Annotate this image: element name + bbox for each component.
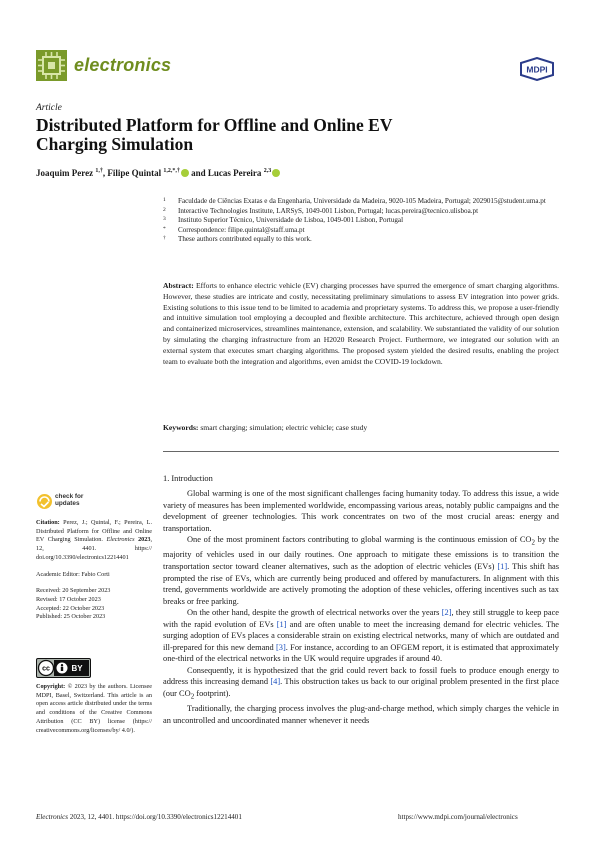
- footer-journal-url[interactable]: https://www.mdpi.com/journal/electronics: [398, 813, 518, 821]
- author-separator: and: [188, 168, 208, 178]
- affiliation-text: Interactive Technologies Institute, LARSyS, 1049-001 Lisbon, Portugal; lucas.pereira@tecnico.ulisboa.pt: [178, 206, 479, 215]
- author-list: [36, 168, 280, 178]
- svg-text:cc: cc: [42, 665, 50, 673]
- author-separator: ,: [102, 168, 108, 178]
- copyright-text: © 2023 by the authors. Licensee MDPI, Basel, Switzerland. This article is an open access article distributed under the terms and conditions of the Creative Commons Attribution (CC BY) license (https:// creativecommons.org/licenses/by/ 4.0/).: [36, 683, 152, 734]
- affiliation-mark: *: [163, 225, 166, 232]
- section-number: 1.: [163, 474, 170, 483]
- citation-link[interactable]: [2]: [441, 608, 452, 618]
- paper-title: Distributed Platform for Offline and Online EV Charging Simulation: [36, 115, 393, 154]
- svg-text:BY: BY: [71, 664, 83, 673]
- citation-link[interactable]: [1]: [497, 561, 508, 571]
- paragraph-text: footprint).: [194, 688, 231, 698]
- abstract: [163, 281, 559, 367]
- affiliation-mark: 1: [163, 197, 166, 203]
- copyright-label: Copyright:: [36, 683, 66, 690]
- check-for-updates-icon[interactable]: [36, 492, 53, 511]
- paragraph-text: On the other hand, despite the growth of electrical networks over the years: [187, 608, 442, 618]
- author-name[interactable]: Joaquim Perez: [36, 168, 94, 178]
- svg-text:MDPI: MDPI: [526, 64, 548, 75]
- copyright-block: [36, 683, 152, 735]
- paragraph-text: Global warming is one of the most significant challenges facing humanity today. To address this issue, a wide variety of measures has been implemented worldwide, encompassing various areas, notably public campaigns and the development of greener technologies. This work concentrates on two of the most crucial areas: energy and transportation.: [163, 489, 559, 533]
- keywords-label: Keywords:: [163, 423, 199, 432]
- affiliation-text: Instituto Superior Técnico, Universidade de Lisboa, 1049-001 Lisbon, Portugal: [178, 216, 404, 225]
- affiliations: [163, 197, 563, 245]
- subscript: 2: [531, 538, 535, 547]
- author-affiliation-marks: 1,2,*,†: [163, 168, 180, 174]
- affiliation-item: [163, 226, 563, 236]
- author-affiliation-marks: 1,†: [95, 168, 103, 174]
- paragraph-text: Traditionally, the charging process involves the plug-and-charge method, which simply charges the vehicle in an uncontrolled and uncoordinated manner whenever it needs: [163, 704, 559, 725]
- paragraph-text: by the majority of vehicles used in our daily routines. One approach to mitigate these emissions is to transition the transportation sector toward cleaner alternatives, such as the adoption of electric vehicles (EVs): [163, 535, 560, 571]
- received-date: Received: 20 September 2023: [36, 587, 111, 595]
- correspondence-text: Correspondence: filipe.quintal@staff.uma.pt: [178, 225, 305, 234]
- citation-doi-link[interactable]: doi.org/10.3390/electronics12214401: [36, 553, 129, 561]
- affiliation-text: Faculdade de Ciências Exatas e da Engenharia, Universidade da Madeira, 9020-105 Madeira, Portugal; 2029015@student.uma.pt: [178, 197, 546, 205]
- footer-journal: Electronics: [36, 813, 69, 821]
- journal-logo-icon: [36, 50, 67, 81]
- citation-text: Perez, J.; Quintal, F.; Pereira, L. Distributed Platform for Offline and Online EV Charging Simulation.: [36, 519, 153, 544]
- check-for-updates-line: updates: [55, 500, 80, 507]
- citation-link[interactable]: [3]: [276, 642, 286, 652]
- affiliation-item: [163, 235, 563, 245]
- revised-date: Revised: 17 October 2023: [36, 595, 101, 603]
- journal-name: electronics: [74, 55, 172, 75]
- orcid-icon[interactable]: [272, 169, 280, 177]
- paragraph-text: and are often unable to meet the increasing demand for electric vehicles. The surging adoption of EVs places a considerable strain on existing electrical networks, many of which are outdated and ill-prepared for this new demand: [163, 619, 559, 652]
- citation-link[interactable]: [4]: [270, 677, 281, 687]
- body-text: [163, 488, 559, 726]
- affiliation-item: [163, 197, 563, 207]
- equal-contribution-note: These authors contributed equally to this work.: [178, 235, 312, 244]
- mdpi-logo-icon: [517, 57, 557, 81]
- article-type: Article: [36, 103, 62, 113]
- keywords-text: smart charging; simulation; electric vehicle; case study: [200, 423, 368, 432]
- paragraph-text: , they still struggle to keep pace with the rapid evolution of EVs: [163, 608, 560, 629]
- paragraph-text: One of the most prominent factors contributing to global warming is the continuous emission of CO: [187, 535, 532, 545]
- affiliation-item: [163, 207, 563, 217]
- paragraph: [163, 534, 559, 607]
- keywords: [163, 423, 559, 434]
- paragraph-text: . This shift has prompted the rise of EVs, which are currently being produced and offered by manufacturers. In alignment with this trend, governments worldwide are actively promoting the adoption of these vehicles, offering incentives such as tax breaks or free parking.: [163, 561, 560, 606]
- abstract-text: Efforts to enhance electric vehicle (EV) charging processes have spurred the emergence of smart charging algorithms. However, these studies are intricate and costly, necessitating preliminary simulations to assess EV integration into power grids. Existing solutions to this issue tend to be limited to academia and proprietary systems. To address this, we propose a user-friendly and intuitive simulation tool employing a decoupled and flexible architecture. This architecture, achieved through open design and containerized microservices, streamlines maintenance, extension, and scalability. We substantiated the validity of our solution by simulating the charging infrastructure from an H2020 Research Project. Furthermore, we integrated our solution with an external system that executes smart charging algorithms. The proposed system yielded the desired results, enabling the project team to evaluate both the integration and algorithms, even amidst the COVID-19 lockdown.: [163, 281, 559, 366]
- affiliation-mark: †: [163, 235, 166, 242]
- author-name[interactable]: Lucas Pereira: [207, 168, 262, 178]
- citation-link[interactable]: [1]: [276, 619, 287, 629]
- abstract-label: Abstract:: [163, 281, 194, 290]
- paragraph: [163, 665, 559, 703]
- cc-license-badge[interactable]: [36, 658, 91, 678]
- citation-label: Citation:: [36, 519, 60, 526]
- citation-year: 2023: [138, 536, 151, 544]
- paragraph: [163, 703, 559, 726]
- check-for-updates-line: check for: [55, 493, 84, 500]
- author-name[interactable]: Filipe Quintal: [107, 168, 162, 178]
- section-divider: [163, 451, 559, 452]
- citation-journal: Electronics: [106, 536, 135, 544]
- footer-citation: [36, 813, 242, 821]
- check-for-updates-label[interactable]: [55, 493, 83, 507]
- affiliation-mark: 3: [163, 216, 166, 223]
- affiliation-item: [163, 216, 563, 226]
- article-info-sidebar: [36, 519, 152, 622]
- subscript: 2: [190, 692, 195, 701]
- paragraph: [163, 607, 559, 665]
- affiliation-mark: 2: [163, 206, 166, 213]
- footer-citation-text[interactable]: 2023, 12, 4401. https://doi.org/10.3390/electronics12214401: [68, 813, 242, 821]
- paragraph-text: . For instance, according to an OFGEM report, it is estimated that approximately one-third of the electrical networks in the UK would require upgrades if around 40.: [163, 642, 559, 664]
- accepted-date: Accepted: 22 October 2023: [36, 604, 105, 612]
- citation-volume: , 12, 4401. https://: [36, 536, 152, 553]
- paragraph-text: . This obstruction takes us back to our original problem presented in the first place (our CO: [163, 677, 560, 698]
- section-heading: [163, 474, 213, 483]
- paragraph: [163, 488, 559, 534]
- section-title: Introduction: [171, 474, 213, 483]
- author-affiliation-marks: 2,3: [263, 168, 272, 174]
- published-date: Published: 25 October 2023: [36, 613, 106, 621]
- academic-editor: Academic Editor: Fabio Corti: [36, 570, 110, 578]
- citation-block: [36, 519, 152, 563]
- paragraph-text: Consequently, it is hypothesized that the grid could revert back to fossil fuels to produce enough energy to address this increasing demand: [163, 665, 559, 687]
- dates-block: [36, 587, 152, 622]
- orcid-icon[interactable]: [181, 169, 189, 177]
